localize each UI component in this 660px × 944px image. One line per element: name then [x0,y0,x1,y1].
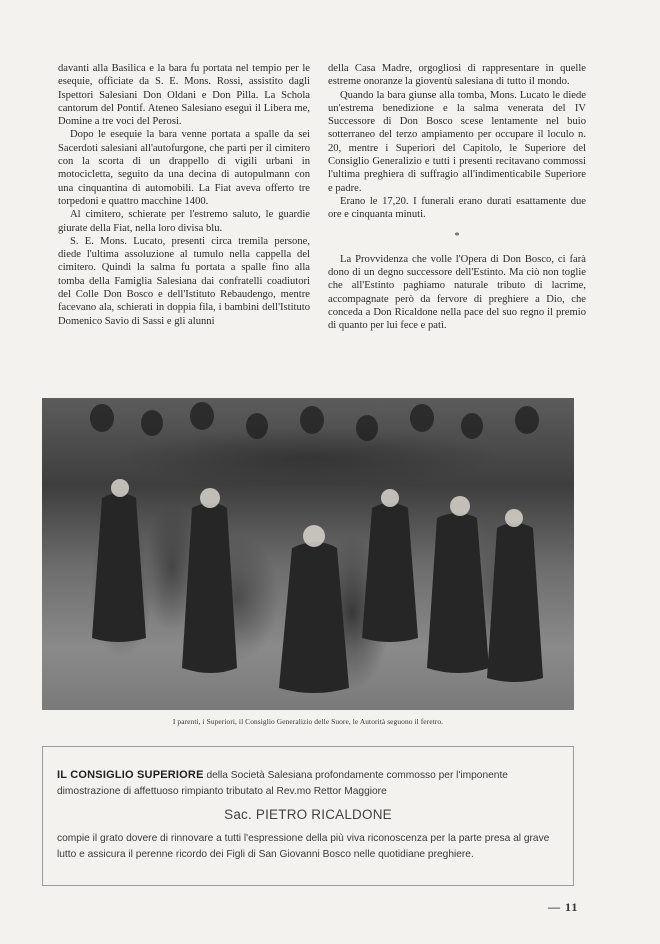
notice-text-1: della Società Salesiana profondamente commosso per l'imponente dimostrazione di affettuoso rimpianto tributato al Rev.mo Rettor Maggiore [57,770,508,797]
article-column-right [328,62,586,333]
section-separator: * [454,230,460,242]
paragraph: La Provvidenza che volle l'Opera di Don Bosco, ci farà dono di un degno successore dell'Estinto. Ma ciò non toglie che all'Estinto paghiamo naturale tributo di lacrime, accompagnate però da fervore di preghiere a Dio, che conceda a Don Ricaldone nella pace del suo regno il premio di quanto per lui fece e patì. [328,253,586,332]
paragraph: Al cimitero, schierate per l'estremo saluto, le guardie giurate della Fiat, nella loro divisa blu. [58,209,310,234]
notice-title: IL CONSIGLIO SUPERIORE [57,769,204,781]
paragraph: Quando la bara giunse alla tomba, Mons. Lucato le diede un'estrema benedizione e la salma venerata del IV Successore di Don Bosco scese lentamente nel buio sotterraneo del terzo ampiamento per occupare il loculo n. 20, mentre i Superiori del Capitolo, le Superiore del Consiglio Generalizio e tutti i presenti recitavano commossi l'ultima preghiera di suffragio all'indimenticabile Superiore e padre. [328,89,586,194]
notice-box [42,746,574,886]
photo-figures [42,398,574,710]
paragraph: della Casa Madre, orgogliosi di rappresentare in quelle estreme onoranze la gioventù salesiana di tutto il mondo. [328,63,586,88]
funeral-procession-photo [42,398,574,710]
paragraph: davanti alla Basilica e la bara fu portata nel tempio per le esequie, officiate da S. E. Mons. Rossi, assistito dagli Ispettori Salesiani Don Oldani e Don Pilla. La Schola cantorum del Pontif. Ateneo Salesiano eseguì il Libera me, Domine a tre voci del Perosi. [58,63,310,128]
paragraph: S. E. Mons. Lucato, presenti circa tremila persone, diede l'ultima assoluzione al tumulo nella cappella del cimitero. Quindi la salma fu portata a spalle fino alla tomba della Famiglia Salesiana dai confratelli coadiutori del Colle Don Bosco e dell'Istituto Rebaudengo, mentre facevano ala, schierati in doppia fila, i bambini dell'Istituto Domenico Savio di Sassi e gli alunni [58,235,310,327]
photo-caption: I parenti, i Superiori, il Consiglio Generalizio delle Suore, le Autorità seguono il feretro. [172,717,444,726]
notice-text-2: compie il grato dovere di rinnovare a tutti l'espressione della più viva riconoscenza per la parte presa al grave lutto e assicura il perenne ricordo dei Figli di San Giovanni Bosco nelle quotidiane preghiere. [57,833,550,860]
notice-signer: Sac. PIETRO RICALDONE [224,807,392,822]
paragraph: Erano le 17,20. I funerali erano durati esattamente due ore e cinquanta minuti. [328,195,586,221]
paragraph: Dopo le esequie la bara venne portata a spalle da sei Sacerdoti salesiani all'autofurgone, che partì per il cimitero con la scorta di un drappello di vigili urbani in motocicletta, seguito da una decina di autopulmann con una cinquantina di automobili. La Fiat aveva offerto tre torpedoni e quattro macchine 1400. [58,129,310,207]
page-number: — 11 [548,900,579,914]
article-column-left [58,62,310,328]
notice-intro [57,767,561,800]
